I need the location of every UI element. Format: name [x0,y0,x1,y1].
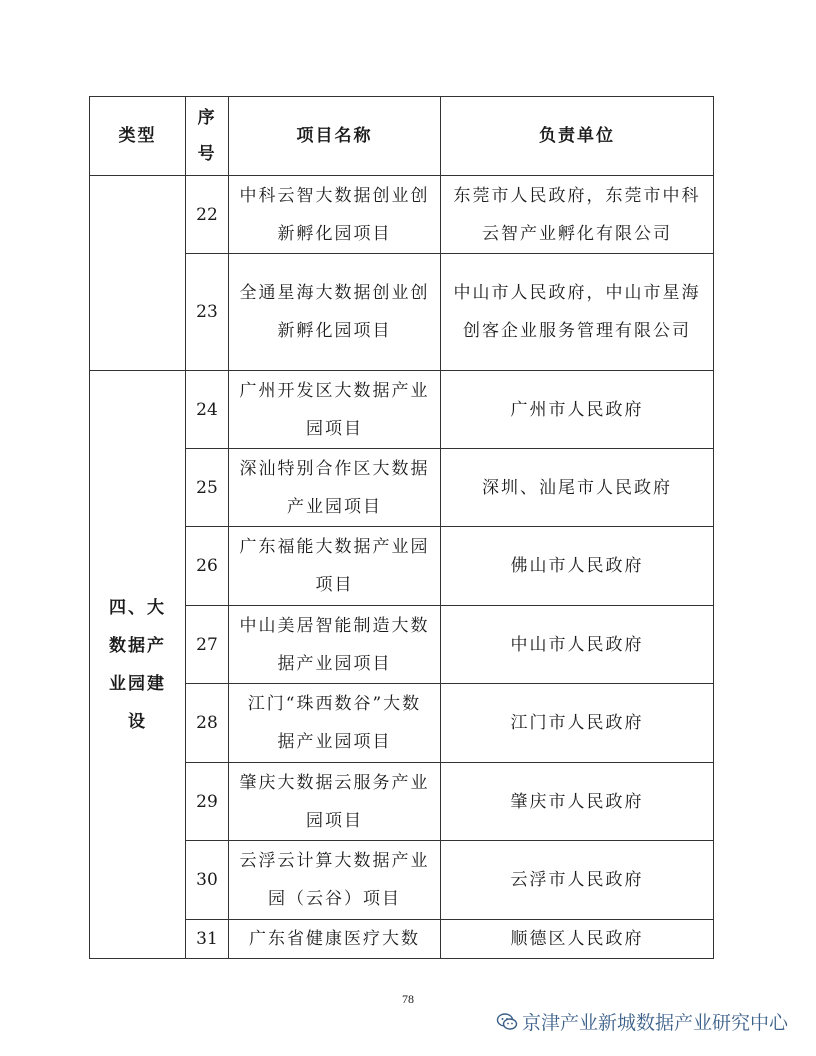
watermark-text: 京津产业新城数据产业研究中心 [521,1012,788,1034]
row-number: 30 [186,841,229,920]
wechat-icon [496,1012,518,1032]
project-name: 广东省健康医疗大数 [229,920,441,959]
category-cell-1 [90,176,186,371]
responsible-unit: 东莞市人民政府，东莞市中科云智产业孵化有限公司 [441,176,714,254]
table-row [90,371,714,449]
watermark [496,1008,788,1035]
row-number: 28 [186,684,229,763]
header-unit: 负责单位 [441,97,714,176]
row-number: 24 [186,371,229,449]
responsible-unit: 中山市人民政府，中山市星海创客企业服务管理有限公司 [441,254,714,371]
row-number: 27 [186,606,229,684]
responsible-unit: 云浮市人民政府 [441,841,714,920]
project-name: 广州开发区大数据产业园项目 [229,371,441,449]
responsible-unit: 肇庆市人民政府 [441,763,714,841]
responsible-unit: 中山市人民政府 [441,606,714,684]
header-name: 项目名称 [229,97,441,176]
project-table [89,96,714,959]
table-header-row [90,97,714,176]
row-number: 23 [186,254,229,371]
project-name: 中科云智大数据创业创新孵化园项目 [229,176,441,254]
page-number: 78 [402,992,414,1006]
responsible-unit: 深圳、汕尾市人民政府 [441,449,714,527]
row-number: 29 [186,763,229,841]
project-name: 全通星海大数据创业创新孵化园项目 [229,254,441,371]
responsible-unit: 佛山市人民政府 [441,527,714,606]
responsible-unit: 顺德区人民政府 [441,920,714,959]
responsible-unit: 江门市人民政府 [441,684,714,763]
project-name: 中山美居智能制造大数据产业园项目 [229,606,441,684]
project-name: 云浮云计算大数据产业园（云谷）项目 [229,841,441,920]
header-index-text: 序号 [197,107,217,164]
row-number: 25 [186,449,229,527]
header-index [186,97,229,176]
responsible-unit: 广州市人民政府 [441,371,714,449]
project-name: 深汕特别合作区大数据产业园项目 [229,449,441,527]
project-name: 广东福能大数据产业园项目 [229,527,441,606]
row-number: 31 [186,920,229,959]
header-type: 类型 [90,97,186,176]
project-name: 肇庆大数据云服务产业园项目 [229,763,441,841]
category-cell-2: 四、大数据产业园建设 [90,371,186,959]
row-number: 22 [186,176,229,254]
project-name: 江门“珠西数谷”大数据产业园项目 [229,684,441,763]
table-row [90,176,714,254]
row-number: 26 [186,527,229,606]
